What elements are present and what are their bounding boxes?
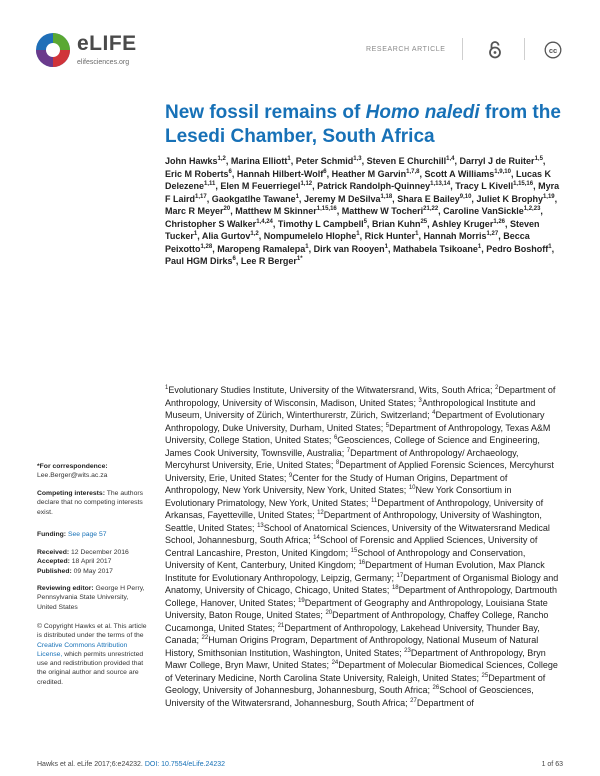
author-text: Peter Schmid: [295, 156, 354, 166]
correspondence-block: [37, 462, 149, 481]
author-affiliation-mark: 1,7,8: [406, 168, 420, 175]
logo-url: elifesciences.org: [77, 59, 130, 66]
author-text: Gaokgatlhe Tawane: [211, 193, 296, 204]
author-affiliation-mark: 1: [548, 243, 552, 250]
author-affiliation-mark: 1: [384, 243, 388, 250]
affiliation: [165, 385, 492, 395]
author-affiliation-mark: 1,9,10: [494, 168, 511, 175]
author-name: [443, 206, 540, 216]
affiliation: [410, 698, 474, 708]
author-affiliation-mark: 1,26: [493, 218, 506, 225]
received-date: 12 December 2016: [71, 549, 129, 556]
creative-commons-icon: [544, 41, 562, 59]
license-link[interactable]: Creative Commons Attribution License,: [37, 641, 128, 658]
author-name: [241, 256, 303, 266]
author-text: Lee R Berger: [240, 256, 297, 266]
competing-label: Competing interests:: [37, 490, 105, 497]
author-name: [217, 244, 308, 254]
affiliation-text: Geosciences, College of Science and Engineering, James Cook University, Townsville, Australia;: [165, 435, 540, 458]
author-affiliation-mark: 6: [323, 168, 327, 175]
author-name: [424, 231, 499, 241]
affiliation-text: Department of Anthropology, Chaffey College, Rancho Cucamonga, United States;: [165, 610, 549, 633]
doi-link[interactable]: 10.7554/eLife.24232: [161, 761, 225, 768]
author-text: Caroline VanSickle: [443, 206, 524, 216]
affiliation-text: Department of Anthropology, University of Washington, Seattle, United States;: [165, 510, 542, 533]
affiliation-number: 10: [408, 485, 416, 491]
elife-logo-icon: [33, 30, 73, 70]
author-name: [278, 219, 367, 229]
author-text: Rick Hunter: [364, 231, 416, 241]
author-text: Dirk van Rooyen: [313, 243, 385, 254]
author-name: [372, 219, 427, 229]
author-affiliation-mark: 1: [477, 243, 482, 250]
copyright-post: which permits unrestricted use and redistribution provided that the original author and source are credited.: [37, 650, 144, 686]
author-list: John Hawks$^{1,2}$, Marina Elliott$^1$, Peter Schmid$^{1,3}$, Steven E Churchill$^{1,4}$, Darryl J de Ruiter$^{1,5}$, Eric M Roberts$^6$, Hannah Hilbert-Wolf$^6$, Heather M Garvin$^{1,7,8}$, Scott A Williams$^{1,9,10}$, Lucas K Delezene$^{1,11}$, Elen M Feuerriegel$^{1,12}$, Patrick Randolph-Quinney$^{1,13,14}$, Tracy L Kivell$^{1,15,16}$, Myra F Laird$^{1,17}$, Gaokgatlhe Tawane$^1$, Jeremy M DeSilva$^{1,18}$, Shara E Bailey$^{9,10}$, Juliet K Brophy$^{1,19}$, Marc R Meyer$^{20}$, Matthew M Skinner$^{1,15,16}$, Matthew W Tocheri$^{21,22}$, Caroline VanSickle$^{1,2,23}$, Christopher S Walker$^{1,4,24}$, Timothy L Campbell$^5$, Brian Kuhn$^{25}$, Ashley Kruger$^{1,26}$, Steven Tucker$^1$, Alia Gurtov$^{1,2}$, Nompumelelo Hlophe$^1$, Rick Hunter$^1$, Hannah Morris$^{1,27}$, Becca Peixotto$^{1,28}$, Maropeng Ramalepa$^1$, Dirk van Rooyen$^1$, Mathabela Tsikoane$^1$, Pedro Boshoff$^1$, Paul HGM Dirks$^6$, Lee R Berger$^{1*}$: [165, 156, 560, 266]
author-affiliation-mark: 1*: [296, 256, 303, 262]
author-affiliation-mark: 1,4: [446, 156, 455, 162]
open-access-icon: [488, 41, 502, 59]
author-affiliation-mark: 1,2: [250, 231, 259, 237]
author-name: [165, 156, 226, 166]
competing-text: The authors declare that no competing interests exist.: [37, 490, 144, 516]
author-name: [165, 169, 232, 179]
author-text: Juliet K Brophy: [476, 193, 543, 204]
author-affiliation-mark: 1,3: [353, 156, 362, 162]
citation-text: Hawks et al. eLife 2017;6:e24232.: [37, 761, 143, 768]
affiliation-number: 22: [201, 635, 209, 641]
affiliation-number: 14: [313, 535, 320, 541]
author-text: Patrick Randolph-Quinney: [317, 181, 431, 191]
author-text: Alia Gurtov: [201, 231, 251, 241]
affiliation-text: Department of Applied Forensic Sciences, Mercyhurst University, Erie, United States;: [165, 460, 554, 483]
affiliation-number: 2: [495, 385, 499, 391]
author-name: [202, 231, 259, 241]
funding-link[interactable]: See page 57: [67, 531, 107, 538]
author-name: [397, 194, 471, 204]
author-affiliation-mark: 1: [287, 156, 291, 162]
author-text: Matthew W Tocheri: [341, 206, 424, 216]
author-affiliation-mark: 1,15,16: [513, 181, 534, 187]
author-text: Myra F Laird: [165, 181, 560, 204]
correspondence-email[interactable]: Lee.Berger@wits.ac.za: [37, 472, 108, 480]
author-text: Nompumelelo Hlophe: [263, 231, 357, 241]
author-affiliation-mark: 21,22: [423, 206, 439, 212]
funding-label: Funding:: [37, 531, 67, 538]
author-affiliation-mark: 1,27: [486, 231, 499, 237]
affiliation-number: 27: [410, 697, 417, 704]
author-name: [476, 194, 554, 204]
author-name: [165, 256, 236, 266]
reviewing-text: George H Perry, Pennsylvania State University, United States: [37, 585, 145, 611]
affiliation-text: Center for the Study of Human Origins, Department of Anthropology, New York University, New York, United States;: [165, 472, 508, 495]
author-text: Scott A Williams: [424, 168, 495, 179]
affiliation-number: 3: [418, 397, 422, 404]
affiliation-text: Department of Human Evolution, Max Planck Institute for Evolutionary Anthropology, Leipzig, Germany;: [165, 560, 545, 583]
affiliation-text: Department of Evolutionary Anthropology, Duke University, Durham, United States;: [165, 410, 545, 433]
affiliation-text: Department of Geography and Anthropology, Louisiana State University, Baton Rouge, United States;: [165, 597, 548, 620]
author-name: [314, 244, 388, 254]
cc-text: cc: [548, 46, 558, 55]
author-affiliation-mark: 1,13,14: [430, 181, 451, 187]
affiliation-number: 21: [277, 622, 285, 629]
author-name: [165, 206, 230, 216]
author-text: Heather M Garvin: [331, 168, 407, 179]
author-affiliation-mark: 9,10: [459, 193, 472, 200]
species-name: Homo naledi: [365, 102, 480, 123]
affiliation-text: School of Geosciences, University of the Witwatersrand, Johannesburg, South Africa;: [165, 685, 534, 708]
affiliation-number: 18: [391, 585, 399, 591]
affiliation-number: 19: [298, 597, 305, 604]
correspondence-label: *For correspondence:: [37, 463, 108, 470]
author-affiliation-mark: 1,2,23: [523, 206, 541, 212]
author-affiliation-mark: 1: [356, 231, 360, 237]
author-affiliation-mark: 1,15,16: [316, 206, 337, 212]
author-name: [432, 219, 505, 229]
author-affiliation-mark: 20: [223, 206, 231, 212]
author-affiliation-mark: 1,11: [204, 181, 216, 187]
accepted-date: 18 April 2017: [71, 558, 112, 566]
affiliation-number: 9: [288, 472, 293, 479]
affiliation-text: Department of Anthropology, Bryn Mawr College, Bryn Mawr, United States;: [165, 647, 546, 670]
author-name: [393, 244, 481, 254]
author-affiliation-mark: 1,5: [534, 156, 543, 162]
copyright-block: [37, 622, 149, 687]
author-text: Steven Tucker: [165, 218, 540, 241]
affiliation-list: [165, 384, 560, 709]
author-name: [460, 156, 543, 166]
affiliation-text: Human Origins Program, Department of Anthropology, National Museum of Natural History, Smithsonian Institution, Washington, United States;: [165, 635, 539, 658]
author-affiliation-mark: 1: [295, 193, 299, 200]
affiliation-text: Department of Anthropology, University of Wisconsin, Madison, United States;: [165, 385, 556, 408]
author-name: [367, 156, 455, 166]
author-text: Hannah Hilbert-Wolf: [236, 168, 324, 179]
affiliation-text: Department of Molecular Biomedical Sciences, College of Veterinary Medicine, North Carolina State University, Raleigh, United States;: [165, 660, 558, 683]
author-text: Tracy L Kivell: [455, 181, 514, 191]
affiliation-text: Anthropological Institute and Museum, University of Zürich, Winterthurerstr, Zürich, Switzerland;: [165, 397, 536, 420]
affiliation-number: 4: [432, 410, 436, 416]
author-name: [424, 169, 510, 179]
author-name: [220, 181, 312, 191]
dates-block: [37, 548, 149, 576]
affiliation-text: Department of Organismal Biology and Anatomy, University of Chicago, Chicago, United States;: [165, 572, 559, 595]
copyright-pre: © Copyright Hawks et al. This article is distributed under the terms of the: [37, 623, 147, 640]
affiliation-number: 8: [335, 460, 340, 466]
author-affiliation-mark: 1,4,24: [256, 218, 273, 225]
page-number: 1 of 63: [541, 761, 563, 768]
author-affiliation-mark: 6: [228, 168, 232, 175]
affiliation-text: Department of Geology, University of Johannesburg, Johannesburg, South Africa;: [165, 672, 546, 695]
author-text: Mathabela Tsikoane: [393, 243, 478, 254]
author-name: [332, 169, 420, 179]
affiliation-number: 15: [350, 547, 358, 554]
author-text: Brian Kuhn: [371, 218, 421, 229]
reviewing-editor-block: [37, 584, 149, 612]
author-name: [296, 156, 362, 166]
author-name: [455, 181, 533, 191]
author-affiliation-mark: 6: [232, 256, 236, 262]
author-name: [365, 231, 419, 241]
accepted-label: Accepted:: [37, 558, 70, 566]
author-text: Lucas K Delezene: [165, 168, 551, 191]
affiliation-number: 20: [325, 610, 333, 616]
author-name: [235, 206, 337, 216]
author-affiliation-mark: 1,12: [300, 181, 313, 187]
affiliation-number: 13: [257, 522, 264, 529]
affiliation-number: 11: [370, 497, 378, 504]
author-name: [212, 194, 299, 204]
funding-block: [37, 530, 149, 539]
author-affiliation-mark: 1,18: [380, 193, 393, 200]
author-affiliation-mark: 5: [363, 218, 367, 225]
author-text: Marina Elliott: [230, 156, 288, 166]
author-text: Hannah Morris: [423, 231, 487, 241]
author-text: Ashley Kruger: [431, 218, 494, 229]
author-text: Maropeng Ramalepa: [217, 243, 306, 254]
competing-interests-block: [37, 489, 149, 517]
affiliation-text: School of Forensic and Applied Sciences, University of Central Lancashire, Preston, United Kingdom;: [165, 535, 538, 558]
affiliation-text: Department of Anthropology, University of Arkansas, Fayetteville, United States;: [165, 497, 544, 520]
author-affiliation-mark: 1: [193, 231, 198, 237]
affiliation-text: School of Anatomical Sciences, University of the Witwatersrand Medical School, Johannesburg, South Africa;: [165, 522, 550, 545]
published-label: Published:: [37, 567, 72, 575]
author-text: John Hawks: [165, 156, 218, 166]
author-text: Marc R Meyer: [165, 206, 224, 216]
author-text: Jeremy M DeSilva: [303, 193, 381, 204]
author-text: Shara E Bailey: [397, 193, 460, 204]
author-text: Christopher S Walker: [165, 218, 257, 229]
affiliation-number: 12: [317, 510, 324, 516]
affiliation-text: Department of Anthropology, Texas A&M University, College Station, United States;: [165, 422, 551, 445]
affiliation-number: 24: [331, 660, 339, 666]
article-type: RESEARCH ARTICLE: [366, 46, 446, 53]
author-name: [165, 219, 273, 229]
author-affiliation-mark: 1,19: [542, 193, 555, 200]
author-text: Elen M Feuerriegel: [220, 181, 301, 191]
logo-wordmark: eLIFE: [77, 32, 137, 55]
author-name: [264, 231, 360, 241]
author-affiliation-mark: 25: [420, 218, 428, 225]
affiliation-number: 17: [396, 572, 404, 579]
elife-logo[interactable]: [33, 30, 163, 72]
affiliation-number: 7: [346, 447, 351, 454]
author-text: Becca Peixotto: [165, 231, 530, 254]
reviewing-label: Reviewing editor:: [37, 585, 94, 592]
affiliation-number: 25: [481, 672, 489, 679]
author-text: Paul HGM Dirks: [165, 256, 233, 266]
affiliation-number: 6: [333, 435, 338, 441]
affiliation-number: 26: [432, 685, 440, 691]
affiliation-text: Department of Anthropology, Lakehead University, Thunder Bay, Canada;: [165, 622, 540, 645]
affiliation-text: School of Anthropology and Conservation, University of Kent, Canterbury, United Kingdom;: [165, 547, 526, 570]
author-affiliation-mark: 1,17: [195, 193, 207, 200]
author-name: [342, 206, 438, 216]
footer-citation: [37, 761, 225, 768]
author-name: [237, 169, 327, 179]
author-name: [231, 156, 291, 166]
author-text: Pedro Boshoff: [486, 243, 549, 254]
author-text: Eric M Roberts: [165, 168, 229, 179]
header-divider: [524, 38, 525, 60]
author-name: [317, 181, 450, 191]
affiliation-text: Department of Anthropology/ Archaeology, Mercyhurst University, Erie, United States;: [165, 447, 519, 470]
affiliation-text: Department of: [416, 697, 474, 708]
author-affiliation-mark: 1: [415, 231, 419, 237]
received-label: Received:: [37, 549, 70, 556]
published-date: 09 May 2017: [73, 567, 113, 575]
author-affiliation-mark: 1: [305, 243, 309, 250]
author-name: [486, 244, 551, 254]
affiliation-text: New York Consortium in Evolutionary Primatology, New York, United States;: [165, 485, 512, 508]
author-name: [304, 194, 392, 204]
affiliation-text: Department of Anthropology, Dartmouth College, Hanover, United States;: [165, 585, 558, 608]
article-title: New fossil remains of Homo naledi from the Lesedi Chamber, South Africa: [165, 102, 561, 147]
author-text: Darryl J de Ruiter: [459, 156, 535, 166]
affiliation-number: 1: [165, 385, 169, 391]
author-text: Timothy L Campbell: [277, 218, 364, 229]
author-text: Steven E Churchill: [366, 156, 447, 166]
header-divider: [462, 38, 463, 60]
author-affiliation-mark: 1,28: [200, 243, 213, 250]
author-text: Matthew M Skinner: [235, 206, 317, 216]
affiliation-number: 16: [358, 560, 366, 566]
affiliation-text: Evolutionary Studies Institute, University of the Witwatersrand, Wits, South Africa;: [168, 385, 493, 395]
affiliation-number: 23: [404, 647, 411, 654]
author-affiliation-mark: 1,2: [217, 156, 226, 162]
affiliation-number: 5: [385, 422, 390, 429]
doi-label[interactable]: DOI:: [144, 761, 160, 768]
